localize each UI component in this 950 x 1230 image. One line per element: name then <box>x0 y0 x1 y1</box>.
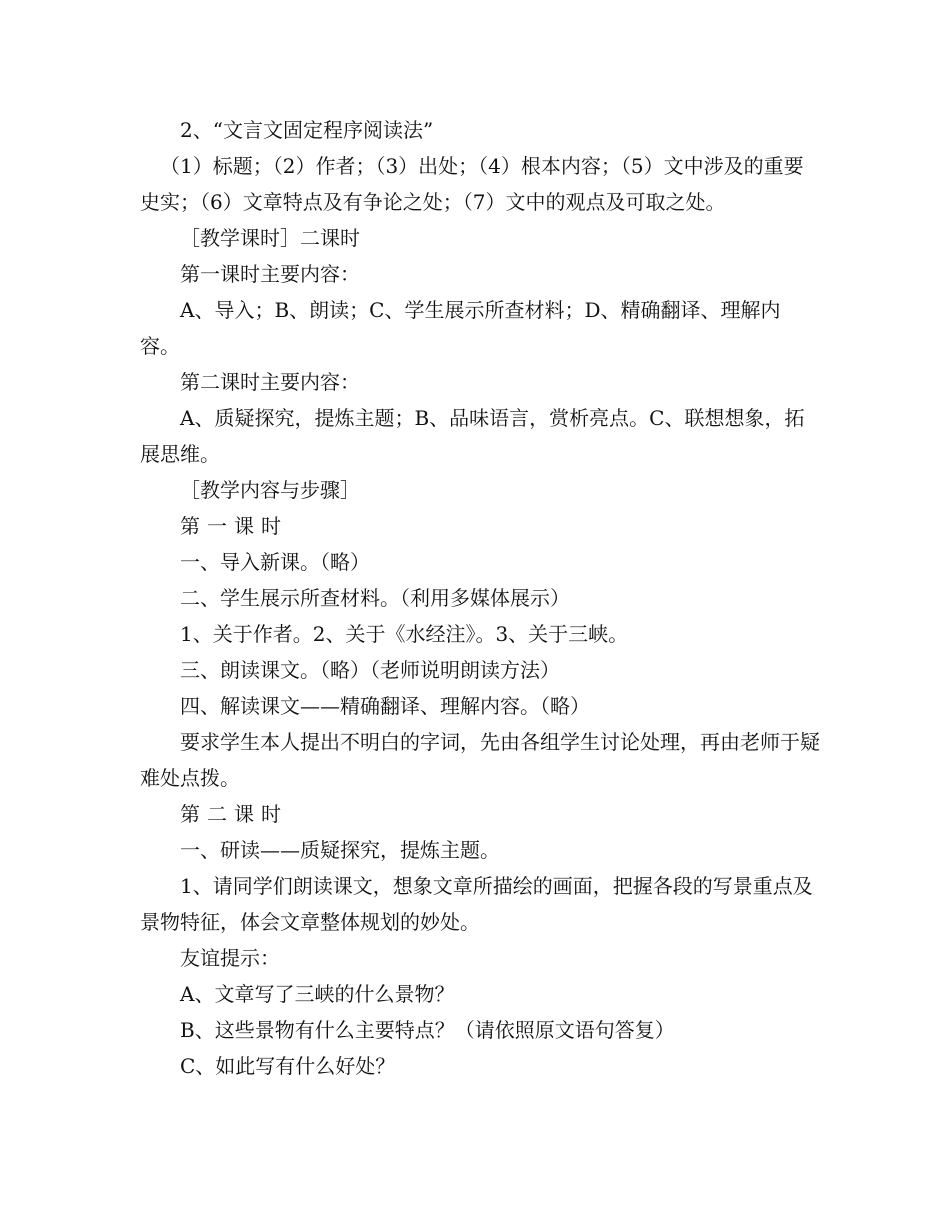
heading-lesson-two-content: 第二课时主要内容： <box>180 370 360 394</box>
question-c: C、如此写有什么好处？ <box>180 1054 396 1078</box>
document-body <box>140 112 820 1084</box>
paragraph-student-questions: 要求学生本人提出不明白的字词，先由各组学生讨论处理，再由老师于疑难处点拨。 <box>140 730 820 790</box>
paragraph-reading-task: 1、请同学们朗读课文，想象文章所描绘的画面，把握各段的写景重点及景物特征，体会文章整体规划的妙处。 <box>140 874 813 934</box>
paragraph-lesson-one-items: A、导入；B、朗读；C、学生展示所查材料；D、精确翻译、理解内容。 <box>140 298 781 358</box>
heading-reading-method: 2、“文言文固定程序阅读法” <box>180 118 434 142</box>
heading-teaching-steps: ［教学内容与步骤］ <box>180 478 360 502</box>
question-a: A、文章写了三峡的什么景物？ <box>180 982 455 1006</box>
step-material-topics: 1、关于作者。2、关于《水经注》。3、关于三峡。 <box>180 622 629 646</box>
paragraph-reading-steps: （1）标题；（2）作者；（3）出处；（4）根本内容；（5）文中涉及的重要史实；（6）文章特点及有争论之处；（7）文中的观点及可取之处。 <box>140 154 804 214</box>
step-interpretation: 四、解读课文——精确翻译、理解内容。（略） <box>180 694 590 718</box>
question-b: B、这些景物有什么主要特点？（请依照原文语句答复） <box>180 1018 675 1042</box>
heading-friendly-tips: 友谊提示： <box>180 946 280 970</box>
step-reading-aloud: 三、朗读课文。（略）（老师说明朗读方法） <box>180 658 560 682</box>
step-introduction: 一、导入新课。（略） <box>180 550 370 574</box>
step-study-theme: 一、研读——质疑探究，提炼主题。 <box>180 838 500 862</box>
heading-teaching-hours: ［教学课时］二课时 <box>180 226 360 250</box>
heading-lesson-two: 第二课时 <box>180 802 288 826</box>
step-student-materials: 二、学生展示所查材料。（利用多媒体展示） <box>180 586 570 610</box>
heading-lesson-one: 第一课时 <box>180 514 288 538</box>
paragraph-lesson-two-items: A、质疑探究，提炼主题；B、品味语言，赏析亮点。C、联想想象，拓展思维。 <box>140 406 805 466</box>
heading-lesson-one-content: 第一课时主要内容： <box>180 262 360 286</box>
